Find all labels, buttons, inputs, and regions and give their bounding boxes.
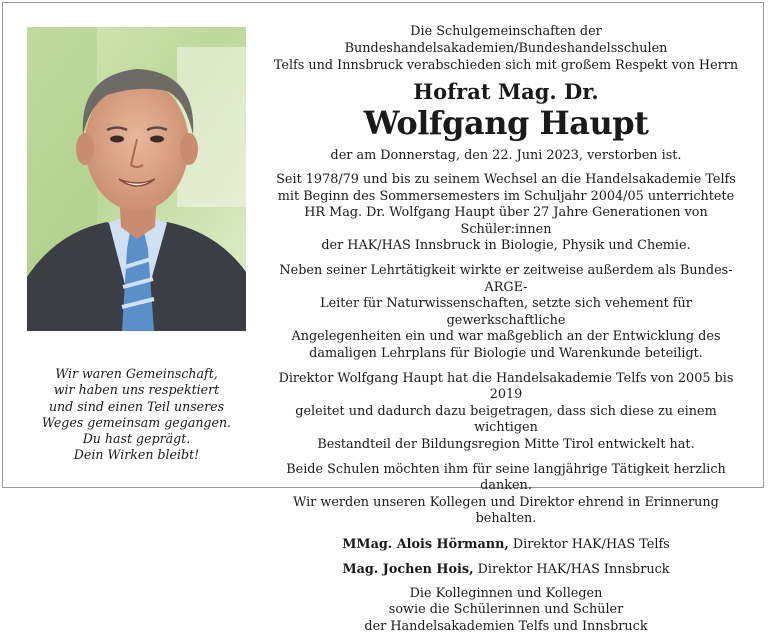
signature-hois (268, 561, 744, 578)
paragraph-line: Beide Schulen möchten ihm für seine langjährige Tätigkeit herzlich danken. (286, 461, 726, 494)
death-line: der am Donnerstag, den 22. Juni 2023, verstorben ist. (330, 148, 682, 163)
memorial-poem (20, 366, 253, 464)
poem-line: Dein Wirken bleibt! (73, 447, 200, 463)
deceased-title: Hofrat Mag. Dr. (413, 79, 599, 104)
poem-line: Du hast geprägt. (82, 431, 191, 447)
paragraph-directorship (268, 371, 744, 454)
intro-line: Telfs und Innsbruck verabschieden sich mit großem Respekt von Herrn (273, 58, 739, 73)
paragraph-line: Bestandteil der Bildungsregion Mitte Tirol entwickelt hat. (317, 436, 695, 452)
closing-line: Die Kolleginnen und Kollegen (409, 585, 603, 601)
poem-line: wir haben uns respektiert (53, 382, 220, 398)
paragraph-line: Leiter für Naturwissenschaften, setzte sich vehement für gewerkschaftliche (320, 296, 692, 328)
signatory-name: MMag. Alois Hörmann, (342, 536, 509, 552)
signatory-name: Mag. Jochen Hois, (342, 561, 474, 577)
paragraph-line: Seit 1978/79 und bis zu seinem Wechsel an die Handelsakademie Telfs (276, 172, 736, 187)
notice-text (268, 23, 744, 636)
poem-line: Wir waren Gemeinschaft, (55, 366, 218, 381)
paragraph-line: mit Beginn des Sommersemesters im Schuljahr 2004/05 unterrichtete (277, 188, 735, 204)
signatory-role: Direktor HAK/HAS Innsbruck (473, 561, 670, 577)
closing (268, 586, 744, 636)
paragraph-line: Angelegenheiten ein und war maßgeblich an der Entwicklung des (291, 329, 721, 345)
intro-line: Die Schulgemeinschaften der Bundeshandelsakademien/Bundeshandelsschulen (344, 24, 668, 56)
paragraph-line: geleitet und dadurch dazu beigetragen, dass sich diese zu einem wichtigen (295, 403, 717, 436)
paragraph-line: Neben seiner Lehrtätigkeit wirkte er zeitweise außerdem als Bundes-ARGE- (279, 262, 733, 295)
paragraph-teaching (268, 172, 744, 255)
paragraph-engagement (268, 263, 744, 363)
paragraph-thanks (268, 462, 744, 528)
paragraph-line: Direktor Wolfgang Haupt hat die Handelsakademie Telfs von 2005 bis 2019 (278, 370, 734, 403)
poem-line: Weges gemeinsam gegangen. (41, 414, 232, 430)
paragraph-line: damaligen Lehrplans für Biologie und Warenkunde beteiligt. (309, 345, 703, 361)
paragraph-line: Wir werden unseren Kollegen und Direktor ehrend in Erinnerung behalten. (293, 494, 719, 527)
signature-hoermann (268, 536, 744, 553)
signatory-role: Direktor HAK/HAS Telfs (508, 536, 670, 552)
closing-line: sowie die Schülerinnen und Schüler (388, 602, 624, 618)
intro (268, 23, 744, 74)
portrait-photo (27, 27, 246, 331)
paragraph-line: der HAK/HAS Innsbruck in Biologie, Physik und Chemie. (321, 238, 691, 254)
deceased-name: Wolfgang Haupt (363, 104, 649, 142)
closing-line: der Handelsakademien Telfs und Innsbruck (364, 619, 648, 635)
poem-line: und sind einen Teil unseres (48, 398, 225, 414)
paragraph-line: HR Mag. Dr. Wolfgang Haupt über 27 Jahre Generationen von Schüler:innen (304, 205, 708, 237)
